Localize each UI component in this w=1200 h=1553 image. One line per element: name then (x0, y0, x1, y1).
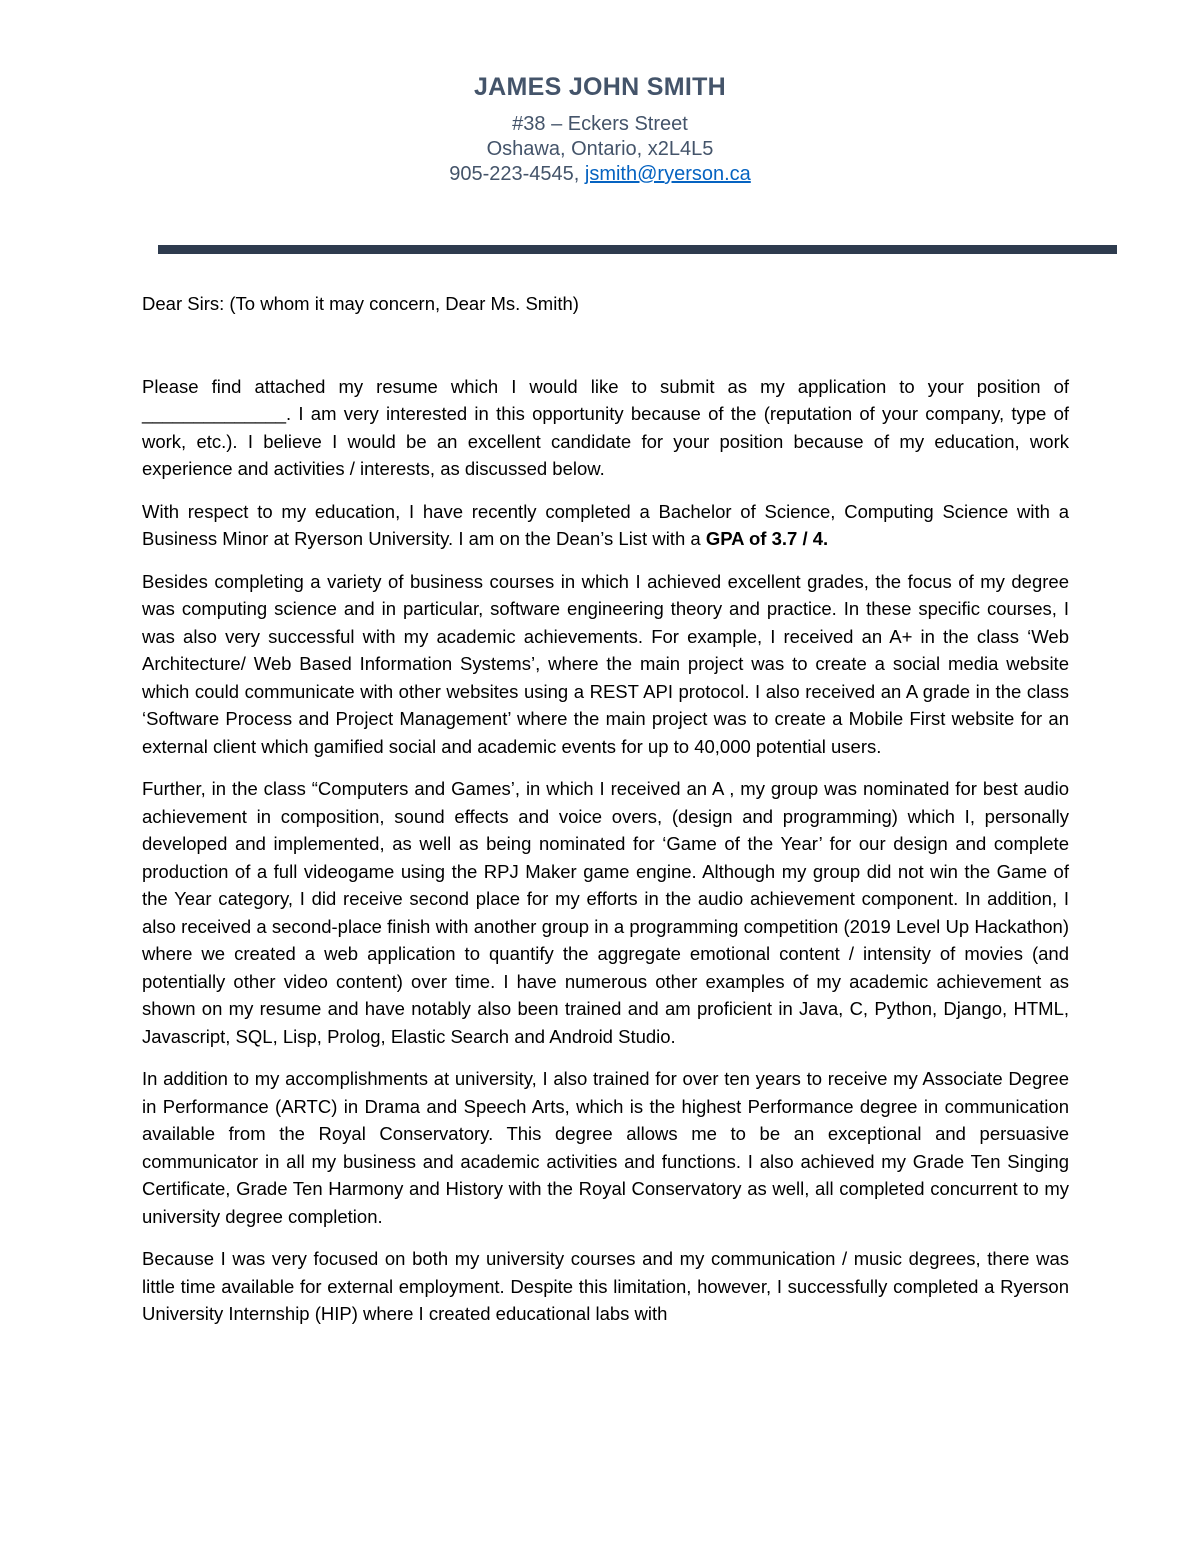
gpa-text: GPA of 3.7 / 4. (705, 528, 829, 549)
paragraph-courses: Besides completing a variety of business courses in which I achieved excellent grades, the focus of my degree was computing science and in particular, software engineering theory and practice. In these specific courses, I was also very successful with my academic achievements. For example, I received an A+ in the class ‘Web Architecture/ Web Based Information Systems’, where the main project was to create a social media website which could communicate with other websites using a REST API protocol. I also received an A grade in the class ‘Software Process and Project Management’ where the main project was to create a Mobile First website for an external client which gamified social and academic events for up to 40,000 potential users. (142, 570, 1069, 757)
letterhead (0, 70, 1200, 187)
address-line-2: Oshawa, Ontario, x2L4L5 (486, 138, 714, 160)
email-link[interactable]: jsmith@ryerson.ca (584, 163, 751, 185)
phone-number: 905-223-4545, (449, 163, 585, 185)
education-text: With respect to my education, I have recently completed a Bachelor of Science, Computing Science with a Business Minor at Ryerson University. I am on the Dean’s List with a (142, 500, 1069, 549)
sender-name: JAMES JOHN SMITH (473, 73, 727, 101)
salutation: Dear Sirs: (To whom it may concern, Dear Ms. Smith) (142, 293, 579, 314)
contact-line (0, 162, 1200, 187)
letter-body (142, 290, 1069, 1343)
paragraph-employment: Because I was very focused on both my university courses and my communication / music degrees, there was little time available for external employment. Despite this limitation, however, I successfully completed a Ryerson University Internship (HIP) where I created educational labs with (142, 1248, 1069, 1324)
address-line-1: #38 – Eckers Street (512, 113, 688, 135)
paragraph-intro: Please find attached my resume which I would like to submit as my application to your position of ______________. I am very interested in this opportunity because of the (reputation of your company, type of work, etc.). I believe I would be an excellent candidate for your position because of my education, work experience and activities / interests, as discussed below. (142, 375, 1069, 479)
header-divider (158, 245, 1117, 254)
paragraph-education (142, 498, 1069, 553)
paragraph-projects: Further, in the class “Computers and Games’, in which I received an A , my group was nominated for best audio achievement in composition, sound effects and voice overs, (design and programming) which I, personally developed and implemented, as well as being nominated for ‘Game of the Year’ for our design and complete production of a full videogame using the RPJ Maker game engine. Although my group did not win the Game of the Year category, I did receive second place for my efforts in the audio achievement component. In addition, I also received a second-place finish with another group in a programming competition (2019 Level Up Hackathon) where we created a web application to quantify the aggregate emotional content / intensity of movies (and potentially other video content) over time. I have numerous other examples of my academic achievement as shown on my resume and have notably also been trained and am proficient in Java, C, Python, Django, HTML, Javascript, SQL, Lisp, Prolog, Elastic Search and Android Studio. (142, 778, 1069, 1047)
paragraph-performance: In addition to my accomplishments at university, I also trained for over ten years to receive my Associate Degree in Performance (ARTC) in Drama and Speech Arts, which is the highest Performance degree in communication available from the Royal Conservatory. This degree allows me to be an exceptional and persuasive communicator in all my business and academic activities and functions. I also achieved my Grade Ten Singing Certificate, Grade Ten Harmony and History with the Royal Conservatory as well, all completed concurrent to my university degree completion. (142, 1068, 1069, 1227)
